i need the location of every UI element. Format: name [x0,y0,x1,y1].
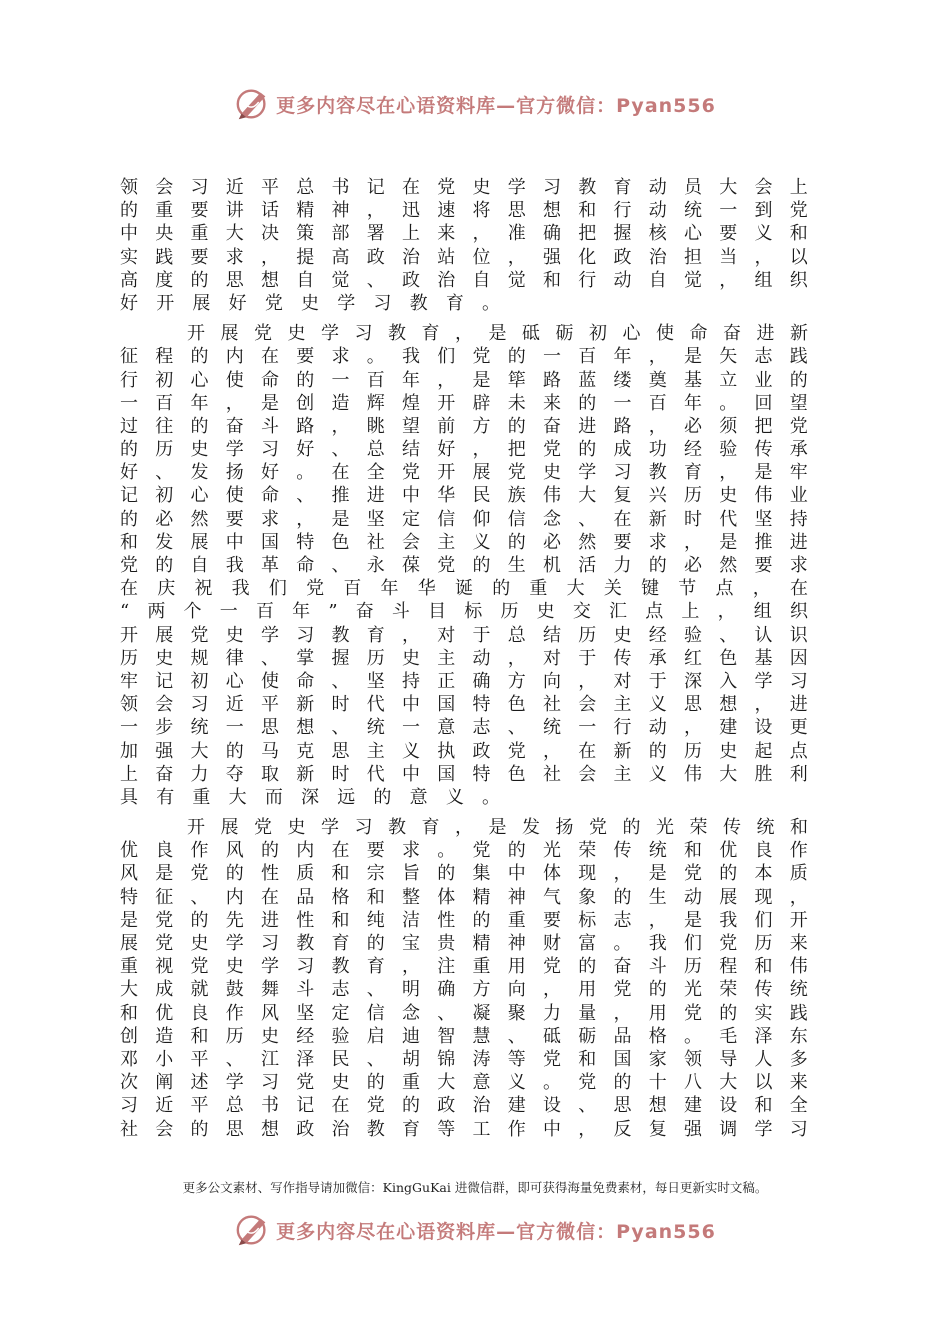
text-line: 加 强 大 的 马 克 思 主 义 执 政 党 ， 在 新 的 历 史 起 点 [120,740,808,762]
text-line: 次 阐 述 学 习 党 史 的 重 大 意 义 。 党 的 十 八 大 以 来 [120,1072,808,1094]
text-line: 中 央 重 大 决 策 部 署 上 来 ， 准 确 把 握 核 心 要 义 和 [120,223,808,245]
text-line: 习 近 平 总 书 记 在 党 的 政 治 建 设 、 思 想 建 设 和 全 [120,1095,808,1117]
text-line: 领 会 习 近 平 新 时 代 中 国 特 色 社 会 主 义 思 想 ， 进 [120,694,808,716]
text-line: 好 、 发 扬 好 。 在 全 党 开 展 党 史 学 习 教 育 ， 是 牢 [120,462,808,484]
watermark-footer [0,1208,950,1252]
text-line: 领 会 习 近 平 总 书 记 在 党 史 学 习 教 育 动 员 大 会 上 [120,177,808,198]
text-line: 是 党 的 先 进 性 和 纯 洁 性 的 重 要 标 志 ， 是 我 们 开 [120,909,808,931]
paragraph [120,176,808,315]
text-line: 好 开 展 好 党 史 学 习 教 育 。 [120,292,501,314]
text-line: 重 视 党 史 学 习 教 育 ， 注 重 用 党 的 奋 斗 历 程 和 伟 [120,956,808,978]
text-line: 一 百 年 ， 是 创 造 辉 煌 开 辟 未 来 的 一 百 年 。 回 望 [120,392,808,414]
watermark-header [0,82,950,126]
text-line: 风 是 党 的 性 质 和 宗 旨 的 集 中 体 现 ， 是 党 的 本 质 [120,863,808,885]
text-line: 征 程 的 内 在 要 求 。 我 们 党 的 一 百 年 ， 是 矢 志 践 [120,346,808,368]
paragraph [120,816,808,1141]
text-line: 创 造 和 历 史 经 验 启 迪 智 慧 、 砥 砺 品 格 。 毛 泽 东 [120,1025,808,1047]
text-line: 具 有 重 大 而 深 远 的 意 义 。 [120,786,501,808]
watermark-text: 更多内容尽在心语资料库—官方微信：Pyan556 [276,1220,716,1243]
text-line: 在 庆 祝 我 们 党 百 年 华 诞 的 重 大 关 键 节 点 ， 在 [120,578,808,600]
text-line: 的 必 然 要 求 ， 是 坚 定 信 仰 信 念 、 在 新 时 代 坚 持 [120,508,808,530]
text-line: 上 奋 力 夺 取 新 时 代 中 国 特 色 社 会 主 义 伟 大 胜 利 [120,763,808,785]
text-line: 开 展 党 史 学 习 教 育 ， 对 于 总 结 历 史 经 验 、 认 识 [120,624,808,646]
footer-note: 更多公文素材、写作指导请加微信：KingGuKai 进微信群，即可获得海量免费素材，每日更新实时文稿。 [182,1180,768,1195]
text-line: 和 发 展 中 国 特 色 社 会 主 义 的 必 然 要 求 ， 是 推 进 [120,531,808,553]
text-line: 历 史 规 律 、 掌 握 历 史 主 动 ， 对 于 传 承 红 色 基 因 [120,647,808,669]
text-line: 展 党 史 学 习 教 育 的 宝 贵 精 神 财 富 。 我 们 党 历 来 [120,933,808,954]
text-line: 邓 小 平 、 江 泽 民 、 胡 锦 涛 等 党 和 国 家 领 导 人 多 [120,1048,808,1070]
pen-logo-icon [234,85,272,123]
text-line: 开 展 党 史 学 习 教 育 ， 是 发 扬 党 的 光 荣 传 统 和 [187,817,808,839]
text-line: 牢 记 初 心 使 命 、 坚 持 正 确 方 向 ， 对 于 深 入 学 习 [120,670,808,692]
text-line: 高 度 的 思 想 自 觉 、 政 治 自 觉 和 行 动 自 觉 ， 组 织 [120,269,808,291]
text-line: 过 往 的 奋 斗 路 ， 眺 望 前 方 的 奋 进 路 ， 必 须 把 党 [120,415,808,437]
watermark-text: 更多内容尽在心语资料库—官方微信：Pyan556 [276,94,716,117]
pen-logo-icon [234,1211,272,1249]
document-body [120,176,808,1148]
text-line: 的 重 要 讲 话 精 神 ， 迅 速 将 思 想 和 行 动 统 一 到 党 [120,200,808,222]
paragraph [120,322,808,809]
text-line: 和 优 良 作 风 坚 定 信 念 、 凝 聚 力 量 ， 用 党 的 实 践 [120,1002,808,1024]
text-line: 记 初 心 使 命 、 推 进 中 华 民 族 伟 大 复 兴 历 史 伟 业 [120,485,808,507]
text-line: 的 历 史 学 习 好 、 总 结 好 ， 把 党 的 成 功 经 验 传 承 [120,439,808,461]
text-line: 一 步 统 一 思 想 、 统 一 意 志 、 统 一 行 动 ， 建 设 更 [120,717,808,739]
text-line: 党 的 自 我 革 命 、 永 葆 党 的 生 机 活 力 的 必 然 要 求 [120,555,808,576]
text-line: 开 展 党 史 学 习 教 育 ， 是 砥 砺 初 心 使 命 奋 进 新 [187,323,808,345]
text-line: 社 会 的 思 想 政 治 教 育 等 工 作 中 ， 反 复 强 调 学 习 [120,1118,808,1140]
text-line: 实 践 要 求 ， 提 高 政 治 站 位 ， 强 化 政 治 担 当 ， 以 [120,246,808,268]
text-line: “ 两 个 一 百 年 ” 奋 斗 目 标 历 史 交 汇 点 上 ， 组 织 [120,601,808,623]
text-line: 行 初 心 使 命 的 一 百 年 ， 是 筚 路 蓝 缕 奠 基 立 业 的 [120,369,808,391]
text-line: 优 良 作 风 的 内 在 要 求 。 党 的 光 荣 传 统 和 优 良 作 [120,840,808,862]
text-line: 大 成 就 鼓 舞 斗 志 、 明 确 方 向 ， 用 党 的 光 荣 传 统 [120,979,808,1001]
text-line: 特 征 、 内 在 品 格 和 整 体 精 神 气 象 的 生 动 展 现 ， [120,886,808,908]
